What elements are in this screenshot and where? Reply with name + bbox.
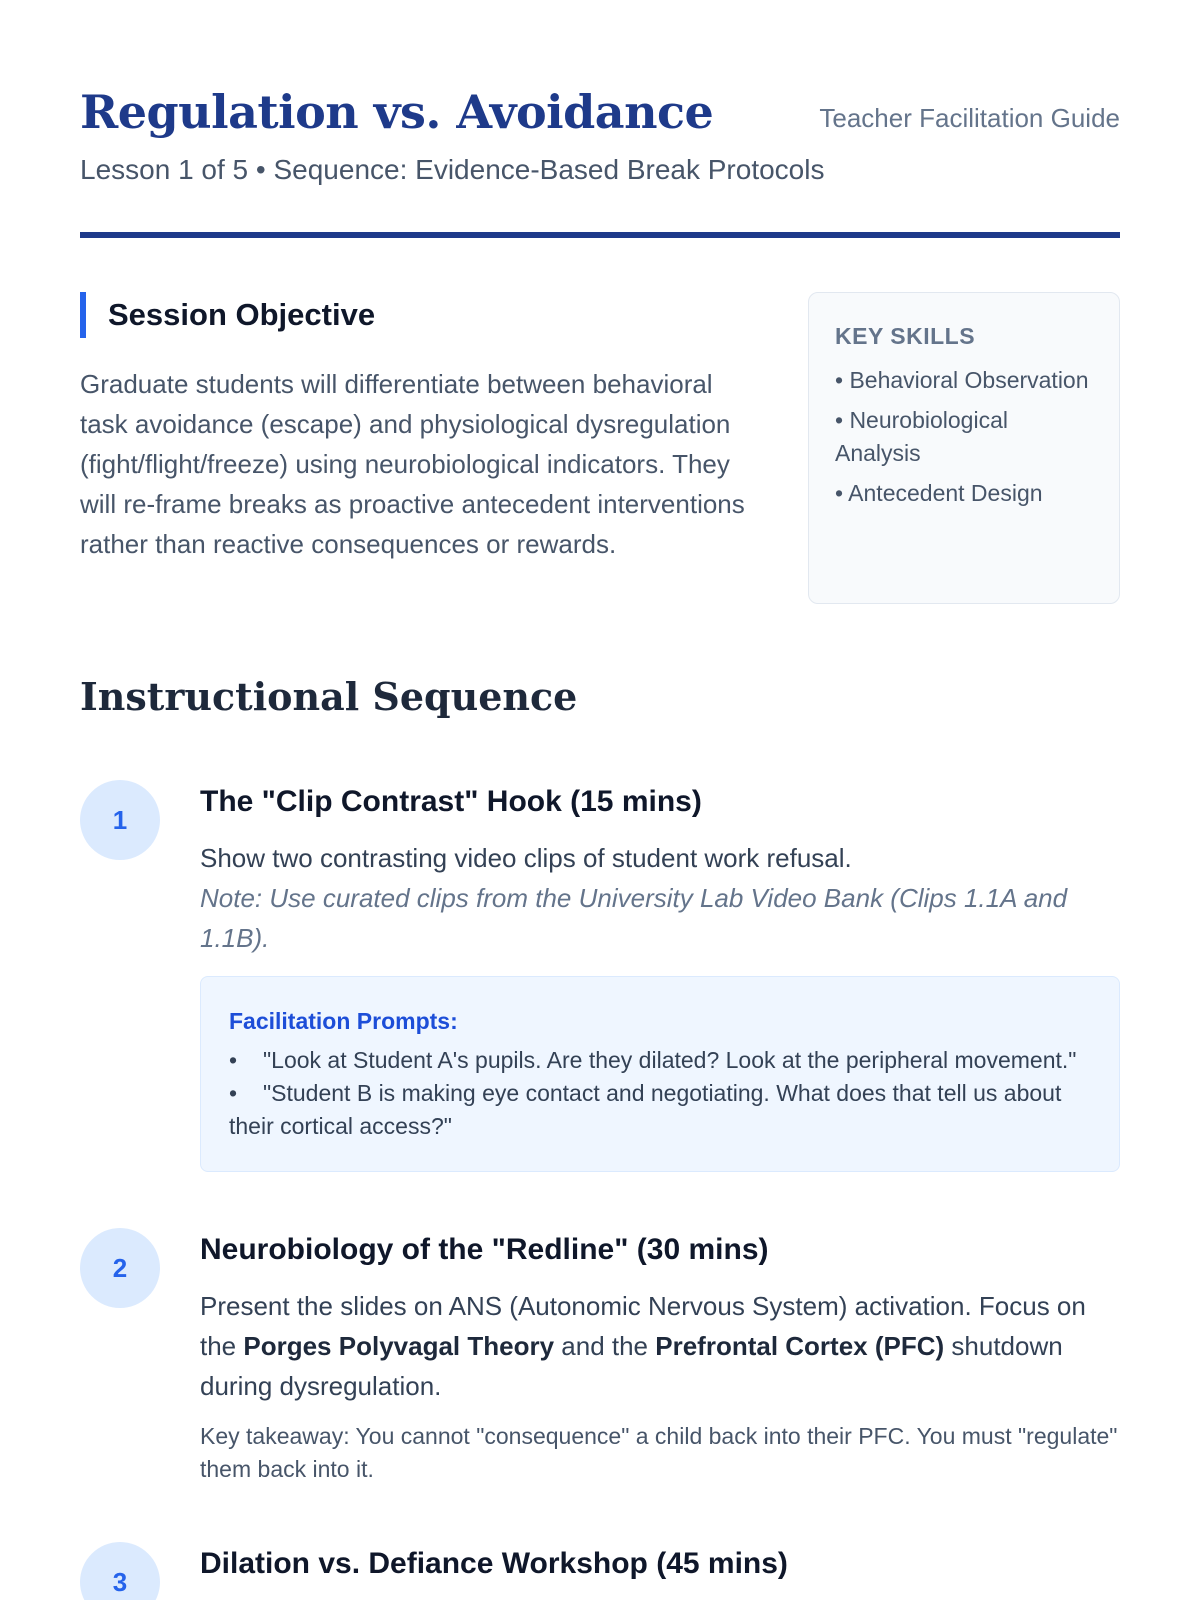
header-divider xyxy=(80,232,1120,238)
prompt-item xyxy=(229,1044,1091,1077)
prompts-title: Facilitation Prompts: xyxy=(229,1008,458,1034)
step-number-badge: 2 xyxy=(80,1228,160,1308)
step-number-badge: 1 xyxy=(80,780,160,860)
key-skill-item: • Behavioral Observation xyxy=(835,367,1089,393)
key-takeaway: Key takeaway: You cannot "consequence" a child back into their PFC. You must "regulate" them back into it. xyxy=(200,1423,1118,1482)
step-text-part: Present the slides on ANS (Autonomic Nervous System) activation. Focus on the xyxy=(200,1291,1086,1361)
step-title: The "Clip Contrast" Hook (15 mins) xyxy=(200,785,702,818)
sequence-heading: Instructional Sequence xyxy=(80,674,578,719)
objective-heading: Session Objective xyxy=(80,292,760,338)
step-note: Note: Use curated clips from the University Lab Video Bank (Clips 1.1A and 1.1B). xyxy=(200,883,1068,953)
prompt-text: "Look at Student A's pupils. Are they dilated? Look at the peripheral movement." xyxy=(263,1047,1077,1073)
pfc-term: Prefrontal Cortex (PFC) xyxy=(655,1331,945,1361)
step-text-part: and the xyxy=(554,1331,656,1361)
prompt-text: "Student B is making eye contact and negotiating. What does that tell us about their cortical access?" xyxy=(229,1080,1062,1139)
key-skills-title: KEY SKILLS xyxy=(835,323,976,349)
objective-text: Graduate students will differentiate between behavioral task avoidance (escape) and physiological dysregulation (fight/flight/freeze) using neurobiological indicators. They will re-frame breaks as proactive antecedent interventions rather than reactive consequences or rewards. xyxy=(80,369,745,559)
prompts-list xyxy=(229,1044,1091,1143)
facilitation-prompts-box xyxy=(200,976,1120,1172)
step-description xyxy=(200,1286,1120,1406)
theory-term: Porges Polyvagal Theory xyxy=(243,1331,555,1361)
sequence-step-3 xyxy=(80,1542,1120,1597)
sequence-step-1 xyxy=(80,780,1120,1172)
step-number-badge: 3 xyxy=(80,1542,160,1600)
guide-label: Teacher Facilitation Guide xyxy=(819,103,1120,133)
step-title: Dilation vs. Defiance Workshop (45 mins) xyxy=(200,1547,788,1580)
sequence-step-2 xyxy=(80,1228,1120,1486)
step-text-part: shutdown during dysregulation. xyxy=(200,1331,1063,1401)
bullet-icon: • xyxy=(229,1047,238,1073)
session-objective xyxy=(80,292,760,604)
prompt-item xyxy=(229,1077,1091,1143)
step-title: Neurobiology of the "Redline" (30 mins) xyxy=(200,1233,769,1266)
key-skill-item: • Neurobiological Analysis xyxy=(835,407,1008,466)
page-title: Regulation vs. Avoidance xyxy=(80,85,714,139)
key-skills-list xyxy=(835,364,1093,510)
bullet-icon: • xyxy=(229,1080,238,1106)
document-header xyxy=(80,0,1120,238)
objective-section xyxy=(80,292,1120,604)
step-description: Show two contrasting video clips of student work refusal. xyxy=(200,843,852,873)
key-skills-card xyxy=(808,292,1120,604)
key-skill-item: • Antecedent Design xyxy=(835,480,1043,506)
lesson-subtitle: Lesson 1 of 5 • Sequence: Evidence-Based Break Protocols xyxy=(80,154,825,185)
